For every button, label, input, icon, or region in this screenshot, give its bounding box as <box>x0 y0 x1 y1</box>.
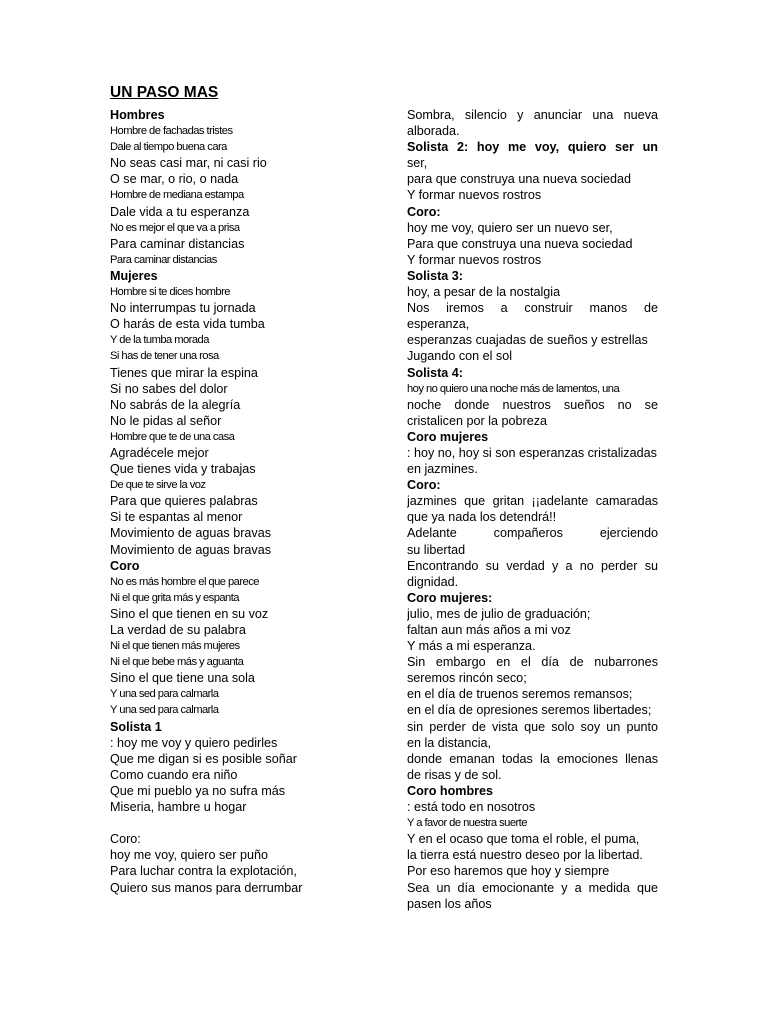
lyric-line-left: Hombres <box>110 108 165 122</box>
lyric-line-left: Para que quieres palabras <box>110 494 258 509</box>
lyric-line-right: en la distancia, <box>407 735 492 750</box>
lyric-line-left: Hombre de fachadas tristes <box>110 125 233 138</box>
lyric-line-right: Solista 4: <box>407 365 463 380</box>
lyric-line-right: Jugando con el sol <box>407 349 513 364</box>
lyric-line-left: Sino el que tiene una sola <box>110 671 255 686</box>
lyric-line-right: ser, <box>407 156 428 171</box>
lyric-line-right: Coro mujeres <box>407 429 489 444</box>
lyric-line-left: Tienes que mirar la espina <box>110 365 258 380</box>
lyric-line-left: Como cuando era niño <box>110 767 238 782</box>
lyric-line-right: : está todo en nosotros <box>407 800 536 815</box>
lyric-line-right: Y en el ocaso que toma el roble, el puma, <box>407 832 640 847</box>
lyric-line-left: Quiero sus manos para derrumbar <box>110 880 303 895</box>
lyric-line-left: Para caminar distancias <box>110 253 217 266</box>
lyric-line-left: Que tienes vida y trabajas <box>110 462 256 477</box>
lyric-line-left: Ni el que grita más y espanta <box>110 591 239 604</box>
lyric-line-left: Hombre de mediana estampa <box>110 189 244 202</box>
lyric-line-left: No es más hombre el que parece <box>110 575 259 588</box>
lyric-line-left: Coro <box>110 558 140 573</box>
lyric-line-left: Coro: <box>110 832 141 847</box>
lyric-line-right: Sombra, silencio y anunciar una nueva <box>407 108 658 122</box>
lyric-line-right: faltan aun más años a mi voz <box>407 623 571 637</box>
lyric-line-right: cristalicen por la pobreza <box>407 413 548 428</box>
lyric-line-right: para que construya una nueva sociedad <box>407 172 632 187</box>
lyric-line-left: hoy me voy, quiero ser puño <box>110 848 268 863</box>
lyric-line-left: Sino el que tienen en su voz <box>110 606 269 621</box>
lyric-line-left: No es mejor el que va a prisa <box>110 221 240 234</box>
lyric-line-right: jazmines que gritan ¡¡adelante camaradas <box>407 494 658 509</box>
lyric-line-right: Y más a mi esperanza. <box>407 639 536 654</box>
lyric-line-right: Nos iremos a construir manos de <box>407 301 658 316</box>
lyric-line-right: en el día de truenos seremos remansos; <box>407 687 633 702</box>
lyric-line-left: Movimiento de aguas bravas <box>110 542 272 557</box>
lyric-line-right: esperanzas cuajadas de sueños y estrellas <box>407 333 648 348</box>
lyric-line-left: Dale vida a tu esperanza <box>110 204 250 219</box>
lyric-line-left: Ni el que bebe más y aguanta <box>110 656 244 669</box>
lyric-line-right: Y a favor de nuestra suerte <box>407 817 527 830</box>
lyric-line-right: de risas y de sol. <box>407 767 502 782</box>
left-column <box>110 107 400 896</box>
lyric-line-left <box>110 815 400 831</box>
lyric-line-left: Y de la tumba morada <box>110 334 209 347</box>
lyric-line-left: Y una sed para calmarla <box>110 688 219 701</box>
lyric-line-right: seremos rincón seco; <box>407 671 527 686</box>
lyric-line-right: sin perder de vista que solo soy un punto <box>407 719 658 734</box>
lyric-line-right: Sea un día emocionante y a medida que <box>407 880 658 895</box>
lyric-line-right: en el día de opresiones seremos libertades; <box>407 703 652 718</box>
lyric-line-right: Solista 3: <box>407 268 463 283</box>
lyric-line-right: Solista 2: hoy me voy, quiero ser un <box>407 140 658 155</box>
lyric-line-right: Coro: <box>407 204 441 219</box>
lyric-line-right: dignidad. <box>407 574 459 589</box>
lyric-line-left: Y una sed para calmarla <box>110 704 219 717</box>
lyric-line-right: Encontrando su verdad y a no perder su <box>407 558 658 573</box>
lyric-line-left: Si has de tener una rosa <box>110 350 219 363</box>
lyric-line-left: O se mar, o rio, o nada <box>110 172 239 187</box>
lyric-line-right: su libertad <box>407 542 466 557</box>
lyric-line-left: Hombre que te de una casa <box>110 430 235 443</box>
lyric-line-right: alborada. <box>407 124 460 139</box>
lyric-line-left: No seas casi mar, ni casi rio <box>110 156 267 171</box>
lyric-line-right: donde emanan todas la emociones llenas <box>407 751 658 766</box>
lyric-line-right: Coro mujeres: <box>407 590 493 605</box>
lyric-line-left: Mujeres <box>110 268 158 283</box>
lyric-line-right: Coro hombres <box>407 783 494 798</box>
lyric-line-right: Por eso haremos que hoy y siempre <box>407 864 610 879</box>
lyric-line-left: Solista 1 <box>110 719 162 734</box>
lyric-line-right: Sin embargo en el día de nubarrones <box>407 655 658 670</box>
lyric-line-right: hoy, a pesar de la nostalgia <box>407 285 561 300</box>
lyric-line-left: Para caminar distancias <box>110 236 245 251</box>
lyric-line-left: La verdad de su palabra <box>110 623 246 637</box>
lyric-line-right: pasen los años <box>407 896 492 911</box>
lyric-line-left: Si no sabes del dolor <box>110 381 228 396</box>
lyric-line-left: O harás de esta vida tumba <box>110 317 265 332</box>
lyric-line-left: Miseria, hambre u hogar <box>110 800 247 815</box>
lyric-line-right: Adelante compañeros ejerciendo <box>407 526 658 541</box>
lyric-line-left: : hoy me voy y quiero pedirles <box>110 735 278 750</box>
lyric-line-right: que ya nada los detendrá!! <box>407 510 557 525</box>
lyric-line-left: De que te sirve la voz <box>110 479 206 492</box>
lyric-line-left: No sabrás de la alegría <box>110 397 241 412</box>
lyric-line-right: Coro: <box>407 478 441 493</box>
lyric-line-left: Si te espantas al menor <box>110 510 243 525</box>
lyric-line-left: No interrumpas tu jornada <box>110 301 256 316</box>
lyric-line-left: No le pidas al señor <box>110 413 222 428</box>
lyric-line-left: Agradécele mejor <box>110 445 209 460</box>
song-title: UN PASO MAS <box>110 84 219 101</box>
lyric-line-right: : hoy no, hoy si son esperanzas cristalizadas <box>407 445 657 460</box>
lyric-line-right: hoy no quiero una noche más de lamentos, una <box>407 382 620 395</box>
lyric-line-right: Y formar nuevos rostros <box>407 188 542 203</box>
lyric-line-left: Hombre si te dices hombre <box>110 286 230 299</box>
lyric-line-left: Movimiento de aguas bravas <box>110 526 272 541</box>
lyric-line-right: julio, mes de julio de graduación; <box>407 606 591 621</box>
lyric-line-right: en jazmines. <box>407 462 478 477</box>
lyric-line-left: Que mi pueblo ya no sufra más <box>110 783 286 798</box>
lyric-line-left: Ni el que tienen más mujeres <box>110 640 240 653</box>
lyric-line-right: esperanza, <box>407 317 470 332</box>
lyric-line-right: la tierra está nuestro deseo por la libertad. <box>407 848 643 863</box>
lyric-line-left: Que me digan si es posible soñar <box>110 751 297 766</box>
lyric-line-right: noche donde nuestros sueños no se <box>407 397 658 412</box>
lyric-line-left: Para luchar contra la explotación, <box>110 864 297 879</box>
lyric-line-right: Para que construya una nueva sociedad <box>407 236 633 251</box>
lyric-line-right: hoy me voy, quiero ser un nuevo ser, <box>407 220 613 235</box>
lyric-line-left: Dale al tiempo buena cara <box>110 141 227 154</box>
lyric-line-right: Y formar nuevos rostros <box>407 252 542 267</box>
right-column <box>407 107 658 912</box>
